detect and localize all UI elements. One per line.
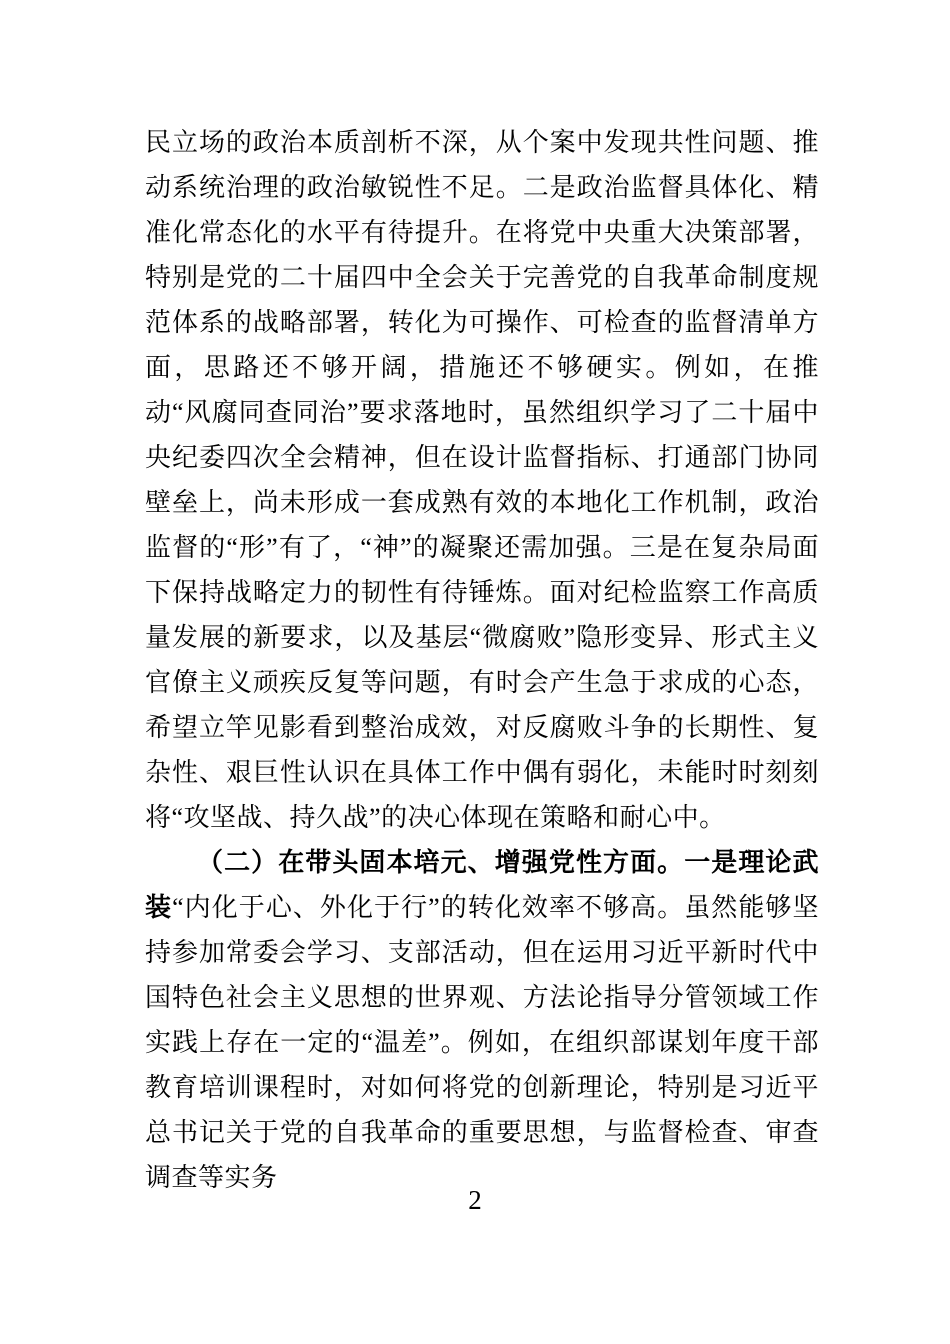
document-body — [145, 120, 819, 1200]
text-run: “内化于心、外化于行”的转化效率不够高。虽然能够坚持参加常委会学习、支部活动，但在运用习近平新时代中国特色社会主义思想的世界观、方法论指导分管领域工作实践上存在一定的“温差”。例如，在组织部谋划年度干部教育培训课程时，对如何将党的创新理论，特别是习近平总书记关于党的自我革命的重要思想，与监督检查、审查调查等实务 — [145, 893, 819, 1192]
paragraph — [145, 840, 819, 1200]
bold-text-run: （二）在带头固本培元、增强党性方面。一是理论武装 — [145, 848, 819, 922]
text-run: 民立场的政治本质剖析不深，从个案中发现共性问题、推动系统治理的政治敏锐性不足。二是政治监督具体化、精准化常态化的水平有待提升。在将党中央重大决策部署，特别是党的二十届四中全会关于完善党的自我革命制度规范体系的战略部署，转化为可操作、可检查的监督清单方面，思路还不够开阔，措施还不够硬实。例如，在推动“风腐同查同治”要求落地时，虽然组织学习了二十届中央纪委四次全会精神，但在设计监督指标、打通部门协同壁垒上，尚未形成一套成熟有效的本地化工作机制，政治监督的“形”有了，“神”的凝聚还需加强。三是在复杂局面下保持战略定力的韧性有待锤炼。面对纪检监察工作高质量发展的新要求，以及基层“微腐败”隐形变异、形式主义官僚主义顽疾反复等问题，有时会产生急于求成的心态，希望立竿见影看到整治成效，对反腐败斗争的长期性、复杂性、艰巨性认识在具体工作中偶有弱化，未能时时刻刻将“攻坚战、持久战”的决心体现在策略和耐心中。 — [145, 128, 819, 832]
paragraph — [145, 120, 819, 840]
page-number: 2 — [468, 1185, 482, 1215]
